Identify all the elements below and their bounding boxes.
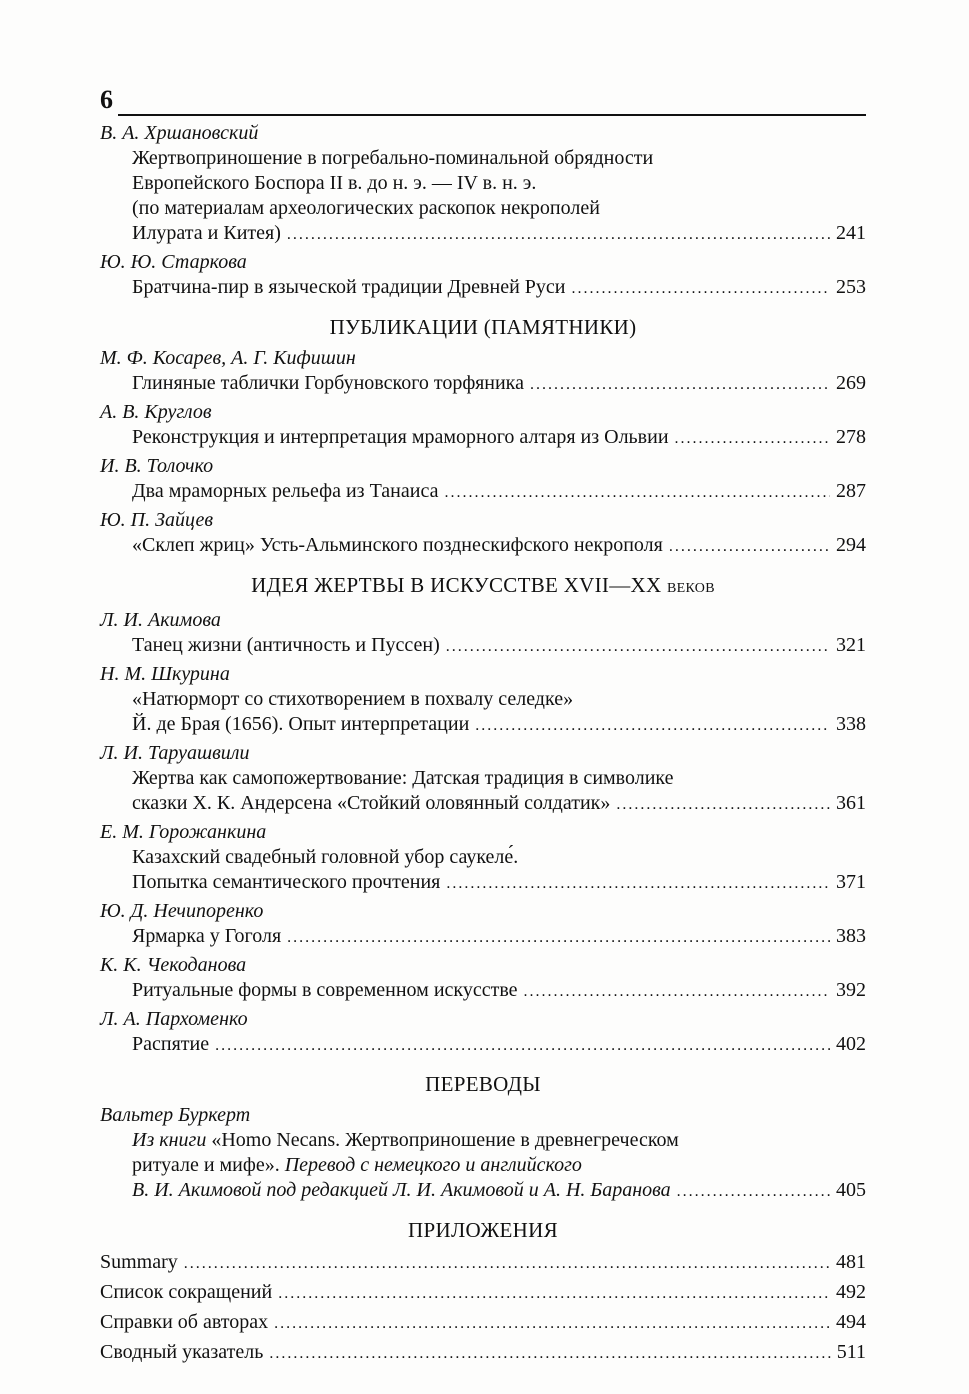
appendix-label: Сводный указатель [100,1341,264,1363]
section-title-appendices: ПРИЛОЖЕНИЯ [408,1218,558,1242]
entry-author: Е. М. Горожанкина [100,821,267,843]
header-rule [118,114,866,116]
section-title-publications: ПУБЛИКАЦИИ (ПАМЯТНИКИ) [329,315,637,339]
entry-final-line [132,924,866,950]
entry-title-end: В. И. Акимовой под редакцией Л. И. Акимовой и А. Н. Баранова [132,1179,671,1201]
entry-title-line: Европейского Боспора II в. до н. э. — IV в. н. э. [132,172,537,194]
toc-entry[interactable] [100,1102,866,1204]
entry-page: 392 [836,979,866,1001]
entry-page: 278 [836,426,866,448]
leader-dots [269,1339,830,1368]
appendix-label: Список сокращений [100,1281,273,1303]
section-title-translations: ПЕРЕВОДЫ [425,1072,541,1096]
entry-final-line [132,870,866,896]
toc-entry[interactable] [100,507,866,559]
leader-dots [278,1279,830,1308]
entry-title-end: Реконструкция и интерпретация мраморного алтаря из Ольвии [132,426,669,448]
toc-entry[interactable] [100,898,866,950]
toc-entry[interactable] [100,249,866,301]
toc-entry[interactable] [100,1006,866,1058]
entry-page: 405 [836,1179,866,1201]
entry-author: А. В. Круглов [100,401,212,423]
leader-dots [287,925,830,950]
toc-entry[interactable] [100,120,866,247]
entry-page: 383 [836,925,866,947]
entry-title-end: сказки Х. К. Андерсена «Стойкий оловянный солдатик» [132,792,611,814]
entry-title-line: «Натюрморт со стихотворением в похвалу селедке» [132,688,574,710]
entry-final-line [132,371,866,397]
entry-title-end: Ярмарка у Гоголя [132,925,282,947]
leader-dots [669,534,830,559]
entry-final-line [132,1032,866,1058]
entry-title-end: Распятие [132,1033,210,1055]
entry-title-end: Братчина-пир в языческой традиции Древней Руси [132,276,566,298]
toc-entry[interactable] [100,345,866,397]
leader-dots [184,1249,830,1278]
entry-page: 253 [836,276,866,298]
entry-title-line: Жертвоприношение в погребально-поминальной обрядности [132,147,654,169]
leader-dots [446,871,830,896]
entry-page: 402 [836,1033,866,1055]
appendix-page: 494 [836,1311,866,1333]
appendix-page: 492 [836,1281,866,1303]
entry-title-end: «Склеп жриц» Усть-Альминского позднескифского некрополя [132,534,663,556]
entry-title-end: Глиняные таблички Горбуновского торфяника [132,372,524,394]
toc-entry[interactable] [100,399,866,451]
leader-dots [446,634,830,659]
entry-author: Л. А. Пархоменко [100,1008,248,1030]
entry-title-line [132,1128,866,1153]
leader-dots [675,426,830,451]
entry-final-line [132,633,866,659]
toc-entry[interactable] [100,453,866,505]
toc-entry[interactable] [100,740,866,817]
entry-author: Ю. Д. Нечипоренко [100,900,264,922]
entry-page: 269 [836,372,866,394]
toc-entry[interactable] [100,819,866,896]
leader-dots [677,1179,830,1204]
entry-final-line [132,479,866,505]
page-number: 6 [100,85,113,114]
appendix-item[interactable] [100,1308,866,1338]
entry-final-line [132,275,866,301]
entry-author: Л. И. Таруашвили [100,742,250,764]
leader-dots [530,372,830,397]
leader-dots [274,1309,830,1338]
translation-book-title-end: ритуале и мифе». [132,1154,280,1176]
entry-author: Н. М. Шкурина [100,663,230,685]
entry-author: И. В. Толочко [100,455,214,477]
leader-dots [616,792,830,817]
leader-dots [572,276,831,301]
entry-title-end: Танец жизни (античность и Пуссен) [132,634,440,656]
entry-page: 294 [836,534,866,556]
entry-title-line: Жертва как самопожертвование: Датская традиция в символике [132,767,674,789]
entry-title-end: Й. де Брая (1656). Опыт интерпретации [132,713,470,735]
entry-author: В. А. Хршановский [100,122,259,144]
entry-title-end: Два мраморных рельефа из Танаиса [132,480,439,502]
toc-entry[interactable] [100,607,866,659]
toc-entry[interactable] [100,952,866,1004]
entry-page: 338 [836,713,866,735]
leader-dots [444,480,830,505]
entry-author: Ю. П. Зайцев [100,509,214,531]
appendix-item[interactable] [100,1338,866,1368]
section-title-main: ИДЕЯ ЖЕРТВЫ В ИСКУССТВЕ XVII—XX [251,573,662,597]
entry-author: Ю. Ю. Старкова [100,251,247,273]
toc-entry[interactable] [100,661,866,738]
translation-book-title: «Homo Necans. Жертвоприношение в древнегреческом [206,1129,679,1151]
leader-dots [475,713,830,738]
toc-page [100,86,866,1368]
entry-page: 287 [836,480,866,502]
entry-title-line [132,1153,866,1178]
leader-dots [215,1033,830,1058]
appendix-label: Summary [100,1251,178,1273]
entry-title-end: Попытка семантического прочтения [132,871,441,893]
entry-page: 241 [836,222,866,244]
entry-page: 321 [836,634,866,656]
entry-final-line [132,791,866,817]
entry-final-line [132,533,866,559]
appendix-page: 511 [836,1341,866,1363]
appendix-label: Справки об авторах [100,1311,269,1333]
entry-final-line [132,1178,866,1204]
entry-final-line [132,221,866,247]
appendix-item[interactable] [100,1248,866,1278]
leader-dots [524,979,830,1004]
entry-final-line [132,712,866,738]
entry-page: 361 [836,792,866,814]
entry-author: К. К. Чекоданова [100,954,247,976]
entry-title-end: Илурата и Китея) [132,222,281,244]
section-title-small: ВЕКОВ [667,581,715,596]
section-title-idea [100,571,866,603]
entry-author: Вальтер Буркерт [100,1104,251,1126]
entry-title-end: Ритуальные формы в современном искусстве [132,979,518,1001]
appendix-item[interactable] [100,1278,866,1308]
entry-title-line: (по материалам археологических раскопок некрополей [132,197,600,219]
entry-page: 371 [836,871,866,893]
leader-dots [287,222,830,247]
appendix-page: 481 [836,1251,866,1273]
entry-final-line [132,425,866,451]
translation-prefix: Из книги [132,1129,207,1151]
entry-final-line [132,978,866,1004]
translation-note: Перевод с немецкого и английского [279,1154,582,1176]
entry-author: Л. И. Акимова [100,609,221,631]
entry-title-line: Казахский свадебный головной убор саукеле́. [132,846,519,868]
entry-author: М. Ф. Косарев, А. Г. Кифишин [100,347,356,369]
